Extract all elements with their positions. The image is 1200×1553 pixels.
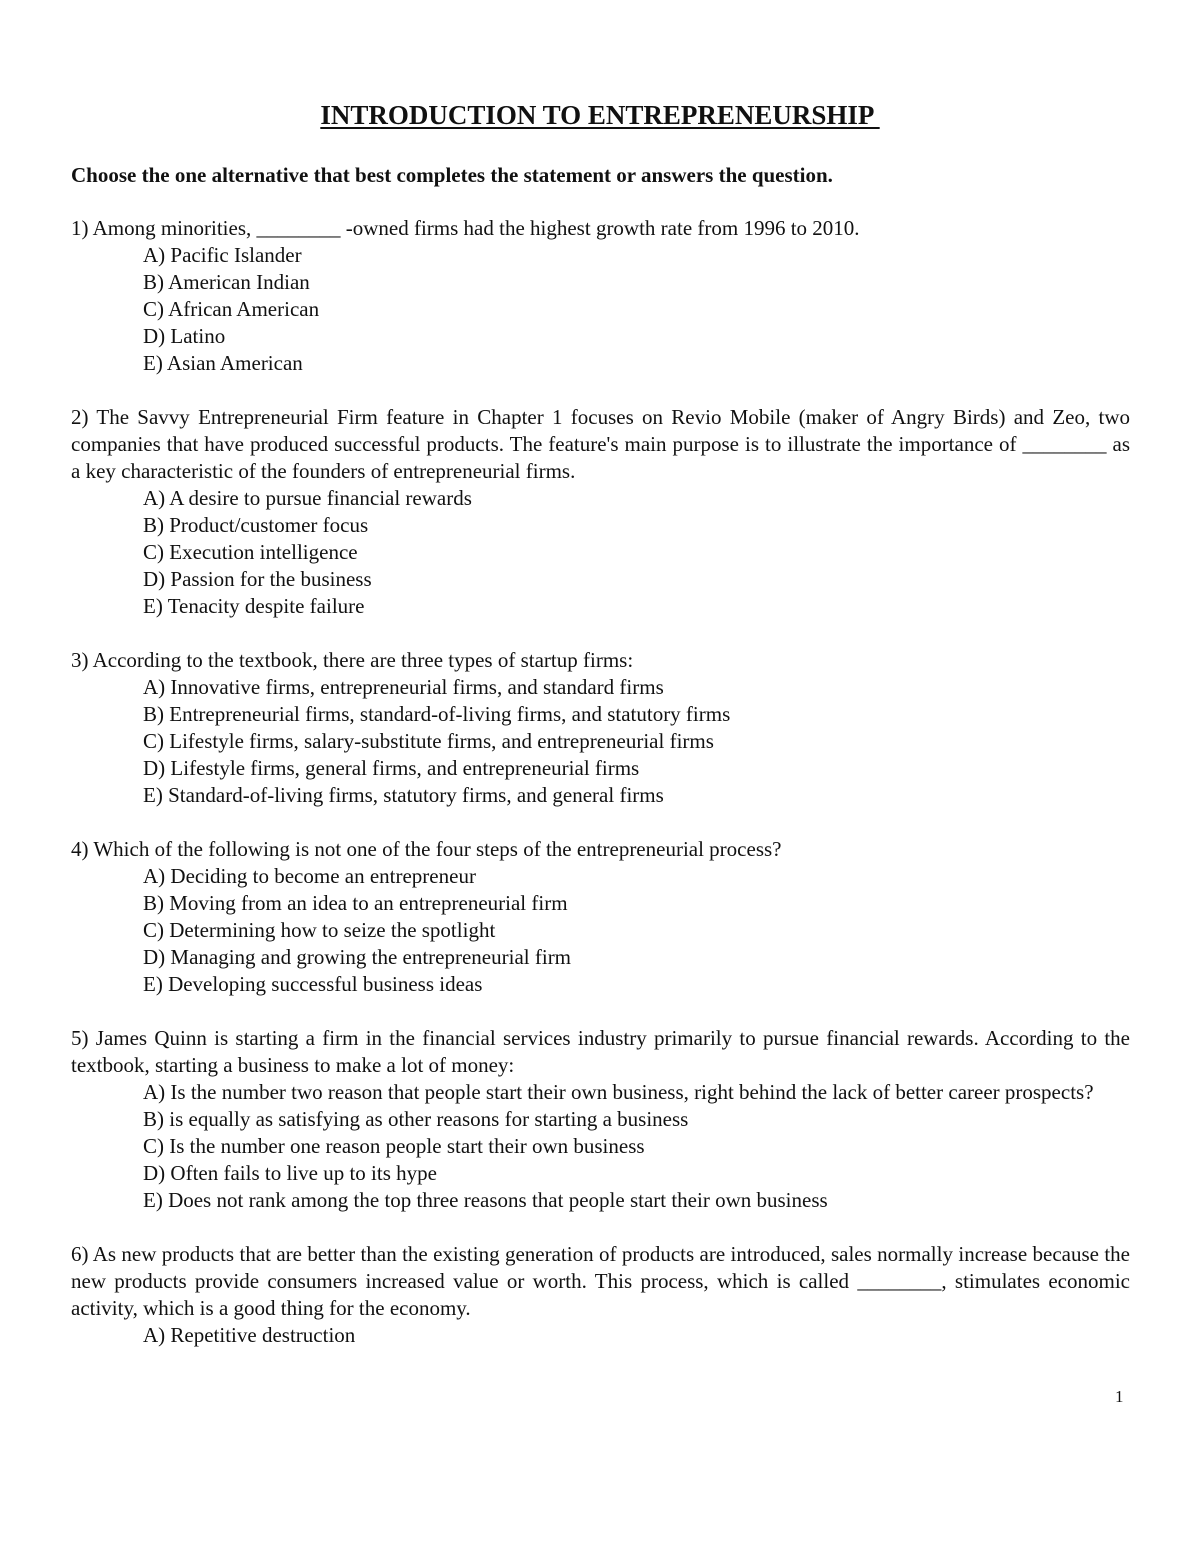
question-stem: 3) According to the textbook, there are three types of startup firms: bbox=[71, 648, 634, 672]
answer-option-d: D) Managing and growing the entrepreneurial firm bbox=[143, 945, 572, 969]
answer-option-a: A) Repetitive destruction bbox=[143, 1323, 356, 1347]
answer-option-b: B) Moving from an idea to an entrepreneurial firm bbox=[143, 891, 568, 915]
answer-options bbox=[71, 242, 1130, 377]
question-stem: 2) The Savvy Entrepreneurial Firm feature in Chapter 1 focuses on Revio Mobile (maker of Angry Birds) and Zeo, two companies that have produced successful products. The feature's main purpose is to illustrate the importance of ________ as a key characteristic of the founders of entrepreneurial firms. bbox=[71, 405, 1130, 483]
answer-option-a: A) A desire to pursue financial rewards bbox=[143, 486, 472, 510]
answer-option-d: D) Passion for the business bbox=[143, 567, 372, 591]
answer-option-d: D) Often fails to live up to its hype bbox=[143, 1161, 437, 1185]
answer-option-e: E) Standard-of-living firms, statutory firms, and general firms bbox=[143, 783, 664, 807]
page-title: INTRODUCTION TO ENTREPRENEURSHIP bbox=[320, 100, 880, 130]
answer-option-b: B) Entrepreneurial firms, standard-of-living firms, and statutory firms bbox=[143, 702, 731, 726]
answer-option-c: C) Determining how to seize the spotlight bbox=[143, 918, 496, 942]
answer-option-b: B) is equally as satisfying as other reasons for starting a business bbox=[143, 1107, 689, 1131]
instructions-text: Choose the one alternative that best completes the statement or answers the question. bbox=[71, 163, 833, 187]
question-stem: 4) Which of the following is not one of the four steps of the entrepreneurial process? bbox=[71, 837, 782, 861]
answer-option-b: B) American Indian bbox=[143, 270, 310, 294]
answer-option-e: E) Developing successful business ideas bbox=[143, 972, 483, 996]
answer-options bbox=[71, 1079, 1130, 1214]
answer-options bbox=[71, 485, 1130, 620]
answer-option-a: A) Deciding to become an entrepreneur bbox=[143, 864, 476, 888]
question-4 bbox=[71, 836, 1130, 998]
answer-option-d: D) Lifestyle firms, general firms, and entrepreneurial firms bbox=[143, 756, 640, 780]
answer-option-e: E) Does not rank among the top three reasons that people start their own business bbox=[143, 1188, 828, 1212]
answer-options bbox=[71, 1322, 1130, 1349]
question-6 bbox=[71, 1241, 1130, 1349]
answer-option-d: D) Latino bbox=[143, 324, 226, 348]
answer-options bbox=[71, 674, 1130, 809]
question-stem: 6) As new products that are better than the existing generation of products are introduced, sales normally increase because the new products provide consumers increased value or worth. This process, which is called ________, stimulates economic activity, which is a good thing for the economy. bbox=[71, 1242, 1130, 1320]
answer-option-c: C) Lifestyle firms, salary-substitute firms, and entrepreneurial firms bbox=[143, 729, 714, 753]
answer-option-c: C) Execution intelligence bbox=[143, 540, 358, 564]
question-2 bbox=[71, 404, 1130, 620]
question-5 bbox=[71, 1025, 1130, 1214]
answer-option-a: A) Pacific Islander bbox=[143, 243, 302, 267]
answer-option-c: C) Is the number one reason people start their own business bbox=[143, 1134, 645, 1158]
answer-option-e: E) Tenacity despite failure bbox=[143, 594, 365, 618]
answer-option-a: A) Innovative firms, entrepreneurial firms, and standard firms bbox=[143, 675, 664, 699]
answer-option-e: E) Asian American bbox=[143, 351, 303, 375]
answer-options bbox=[71, 863, 1130, 998]
answer-option-c: C) African American bbox=[143, 297, 320, 321]
page-number: 1 bbox=[1115, 1387, 1124, 1406]
question-3 bbox=[71, 647, 1130, 809]
question-stem: 5) James Quinn is starting a firm in the financial services industry primarily to pursue financial rewards. According to the textbook, starting a business to make a lot of money: bbox=[71, 1026, 1130, 1077]
question-1 bbox=[71, 215, 1130, 377]
question-stem: 1) Among minorities, ________ -owned firms had the highest growth rate from 1996 to 2010. bbox=[71, 216, 860, 240]
answer-option-b: B) Product/customer focus bbox=[143, 513, 369, 537]
answer-option-a: A) Is the number two reason that people start their own business, right behind the lack of better career prospects? bbox=[143, 1080, 1094, 1104]
question-list bbox=[71, 215, 1130, 1376]
